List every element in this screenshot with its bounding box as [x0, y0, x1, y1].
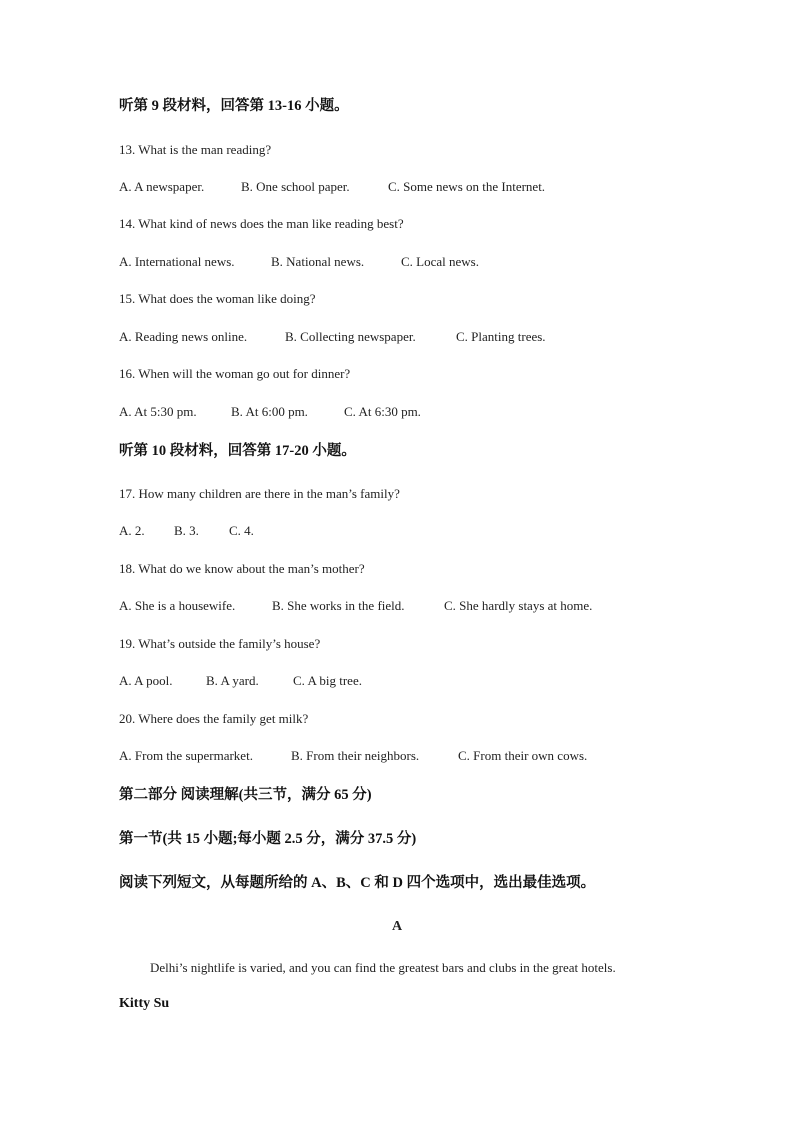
option-13c[interactable]: C. Some news on the Internet. [388, 179, 546, 194]
option-15b[interactable]: B. Collecting newspaper. [285, 329, 416, 344]
question-16: 16. When will the woman go out for dinner? [119, 366, 351, 381]
question-17: 17. How many children are there in the man’s family? [119, 486, 400, 501]
option-16c[interactable]: C. At 6:30 pm. [344, 404, 421, 419]
option-20c[interactable]: C. From their own cows. [458, 748, 588, 763]
question-20: 20. Where does the family get milk? [119, 711, 309, 726]
option-14a[interactable]: A. International news. [119, 254, 235, 269]
part9-heading: 听第 9 段材料，回答第 13-16 小题。 [119, 98, 349, 114]
passage-title: A [391, 919, 403, 934]
option-15c[interactable]: C. Planting trees. [456, 329, 546, 344]
option-18b[interactable]: B. She works in the field. [272, 598, 405, 613]
question-14-options [119, 254, 479, 270]
question-19: 19. What’s outside the family’s house? [119, 636, 321, 651]
part10-heading: 听第 10 段材料，回答第 17-20 小题。 [119, 443, 356, 459]
option-13a[interactable]: A. A newspaper. [119, 179, 205, 194]
option-13b[interactable]: B. One school paper. [241, 179, 350, 194]
question-19-options [119, 673, 362, 689]
part2-heading: 第二部分 阅读理解(共三节，满分 65 分) [119, 787, 372, 803]
passage-intro: Delhi’s nightlife is varied, and you can find the greatest bars and clubs in the great hotels. [150, 960, 616, 975]
question-13: 13. What is the man reading? [119, 142, 272, 157]
option-19b[interactable]: B. A yard. [206, 673, 259, 688]
section1-heading: 第一节(共 15 小题;每小题 2.5 分，满分 37.5 分) [119, 831, 417, 847]
question-20-options [119, 748, 587, 764]
question-18: 18. What do we know about the man’s mother? [119, 561, 365, 576]
passage-subheading: Kitty Su [119, 996, 170, 1011]
option-17c[interactable]: C. 4. [229, 523, 254, 538]
option-16a[interactable]: A. At 5:30 pm. [119, 404, 197, 419]
option-14b[interactable]: B. National news. [271, 254, 365, 269]
option-15a[interactable]: A. Reading news online. [119, 329, 248, 344]
question-17-options [119, 523, 254, 539]
option-19a[interactable]: A. A pool. [119, 673, 173, 688]
question-15-options [119, 329, 546, 345]
instruction-text: 阅读下列短文，从每题所给的 A、B、C 和 D 四个选项中，选出最佳选项。 [119, 875, 596, 891]
option-19c[interactable]: C. A big tree. [293, 673, 362, 688]
option-14c[interactable]: C. Local news. [401, 254, 479, 269]
option-16b[interactable]: B. At 6:00 pm. [231, 404, 308, 419]
option-20b[interactable]: B. From their neighbors. [291, 748, 420, 763]
option-18a[interactable]: A. She is a housewife. [119, 598, 236, 613]
question-16-options [119, 404, 421, 420]
question-14: 14. What kind of news does the man like reading best? [119, 216, 404, 231]
option-20a[interactable]: A. From the supermarket. [119, 748, 253, 763]
question-13-options [119, 179, 545, 195]
option-17a[interactable]: A. 2. [119, 523, 145, 538]
option-17b[interactable]: B. 3. [174, 523, 199, 538]
question-18-options [119, 598, 592, 614]
question-15: 15. What does the woman like doing? [119, 291, 316, 306]
option-18c[interactable]: C. She hardly stays at home. [444, 598, 593, 613]
